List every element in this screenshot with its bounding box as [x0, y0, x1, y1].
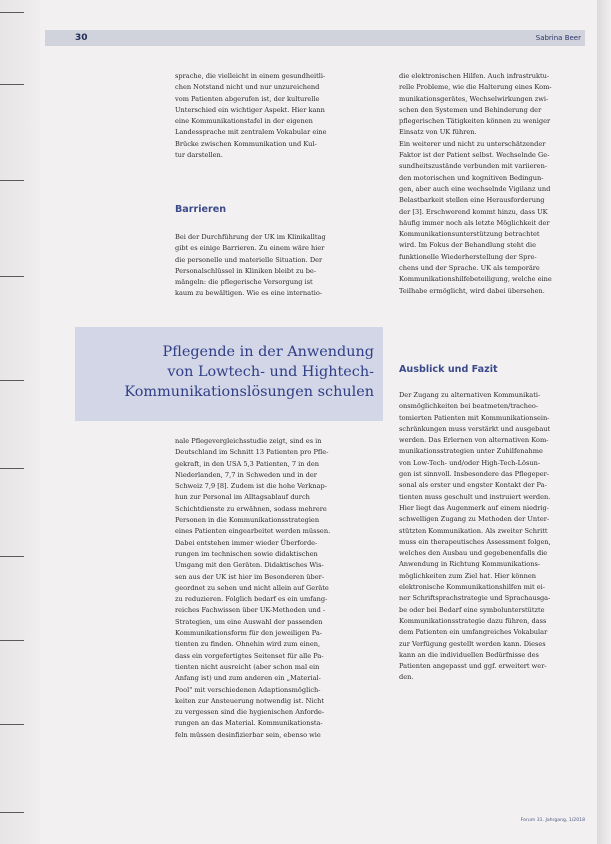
- text-line: Patienten angepasst und ggf. erweitert wer-: [399, 662, 547, 671]
- text-line: Kommunikationsform für den jeweiligen Pa-: [175, 629, 323, 638]
- text-line: Personen in die Kommunikationsstrategien: [175, 516, 320, 525]
- text-line: möglichkeiten zum Ziel hat. Hier können: [399, 571, 537, 580]
- text-line: schwelligen Zugang zu Methoden der Unter-: [399, 515, 550, 524]
- text-line: tienten nicht ausreicht (aber schon mal ein: [175, 662, 320, 671]
- text-line: ner Schriftsprachstrategie und Sprachausga-: [399, 594, 551, 603]
- text-line: keiten zur Ansteuerung notwendig ist. Nicht: [175, 696, 325, 705]
- text-line: feln müssen desinfizierbar sein, ebenso wie: [175, 730, 321, 739]
- pull-quote-line: Kommunikationslösungen schulen: [124, 384, 374, 400]
- left-column-bottom: [175, 436, 375, 741]
- text-line: Belastbarkeit stellen eine Herausforderung: [399, 196, 545, 205]
- text-line: gibt es einige Barrieren. Zu einem wäre hier: [175, 244, 325, 253]
- page-edge: [597, 0, 611, 844]
- text-line: dem Patienten ein umfangreiches Vokabular: [399, 628, 548, 637]
- text-line: welches den Ausbau und gegebenenfalls die: [399, 549, 548, 558]
- text-line: sen aus der UK ist hier im Besonderen über-: [175, 572, 325, 581]
- text-line: rungen an das Material. Kommunikationsta-: [175, 719, 323, 728]
- text-line: von Low-Tech- und/oder High-Tech-Lösun-: [399, 458, 541, 467]
- text-line: Teilhabe ermöglicht, wird dabei übersehen.: [399, 286, 545, 295]
- text-line: wird. Im Fokus der Behandlung steht die: [399, 241, 537, 250]
- text-line: elektronische Kommunikationshilfen mit ei-: [399, 583, 545, 592]
- left-margin-band: [0, 0, 40, 844]
- text-line: Kommunikationsunterstützung betrachtet: [399, 230, 540, 239]
- text-line: relle Probleme, wie die Halterung eines Kom-: [399, 83, 552, 92]
- running-head-author: Sabrina Beer: [535, 34, 581, 42]
- text-line: geordnet zu sehen und nicht allein auf Geräte: [175, 583, 329, 592]
- text-line: Ein weiterer und nicht zu unterschätzender: [399, 139, 546, 148]
- text-line: der [3]. Erschwerend kommt hinzu, dass UK: [399, 207, 548, 216]
- footer-journal: Forum 31. Jahrgang, 1/2018: [520, 818, 585, 823]
- pull-quote-line: von Lowtech- und Hightech-: [167, 364, 374, 380]
- text-line: häufig immer noch als letzte Möglichkeit der: [399, 218, 550, 227]
- text-line: sonal als erster und engster Kontakt der Pa-: [399, 481, 547, 490]
- text-line: Niederlanden, 7,7 in Schweden und in der: [175, 470, 317, 479]
- text-line: Pool" mit verschiedenen Adaptionsmöglich-: [175, 685, 321, 694]
- text-line: Der Zugang zu alternativen Kommunikati-: [399, 391, 541, 399]
- header-bar: [45, 30, 585, 46]
- text-line: tur darstellen.: [175, 151, 223, 160]
- text-line: Schweiz 7,9 [8]. Zudem ist die hohe Verknap-: [175, 482, 327, 491]
- text-line: pflegerischen Tätigkeiten können zu weniger: [399, 117, 551, 126]
- barrieren-paragraph: [175, 232, 375, 300]
- right-column-top: [399, 71, 585, 297]
- pull-quote-line: Pflegende in der Anwendung: [162, 344, 374, 360]
- text-line: rungen im technischen sowie didaktischen: [175, 549, 318, 558]
- section-heading-barrieren: Barrieren: [175, 204, 227, 215]
- text-line: Brücke zwischen Kommunikation und Kul-: [175, 139, 317, 148]
- text-line: zu vergessen sind die hygienischen Anforde-: [175, 708, 325, 717]
- text-line: Strategien, um eine Auswahl der passenden: [175, 617, 323, 626]
- text-line: Anfang ist) und zum anderen ein „Material-: [175, 674, 321, 683]
- text-line: den motorischen und kognitiven Bedingun-: [399, 173, 544, 182]
- text-line: tomierten Patienten mit Kommunikationsein-: [399, 413, 550, 422]
- text-line: kaum zu bewältigen. Wie es eine internatio-: [175, 289, 323, 298]
- text-line: kann an die individuellen Bedürfnisse des: [399, 650, 539, 659]
- text-line: Dabei entstehen immer wieder Überforde-: [175, 538, 318, 547]
- text-line: be oder bei Bedarf eine symbolunterstützte: [399, 605, 545, 614]
- left-column-top: [175, 71, 375, 161]
- text-line: Einsatz von UK führen.: [399, 128, 477, 137]
- text-line: vom Patienten abgerufen ist, der kulturelle: [175, 94, 320, 103]
- page-number: 30: [75, 33, 88, 43]
- text-line: gen ist sinnvoll. Insbesondere das Pflegeper-: [399, 470, 550, 479]
- text-line: stützten Kommunikation. Als zweiter Schritt: [399, 526, 548, 535]
- text-line: Umgang mit den Geräten. Didaktisches Wis-: [175, 561, 324, 570]
- text-line: werden. Das Erlernen von alternativen Kom-: [399, 436, 549, 445]
- text-line: Kommunikationshilfebeteiligung, welche eine: [399, 275, 552, 284]
- text-line: Kommunikationsstrategie dazu führen, dass: [399, 616, 547, 625]
- text-line: mängeln: die pflegerische Versorgung ist: [175, 278, 313, 287]
- text-line: chens und der Sprache. UK als temporäre: [399, 264, 540, 273]
- text-line: die personelle und materielle Situation. Der: [175, 255, 323, 264]
- text-line: Anwendung in Richtung Kommunikations-: [399, 560, 541, 569]
- text-line: Schichtdienste zu erwähnen, sodass mehrere: [175, 504, 327, 513]
- text-line: Hier liegt das Augenmerk auf einem niedrig-: [399, 503, 549, 512]
- text-line: tienten zu finden. Ohnehin wird zum einen,: [175, 640, 321, 649]
- text-line: Unterschied ein wichtiger Aspekt. Hier kann: [175, 105, 325, 114]
- ausblick-paragraph: [399, 390, 585, 684]
- text-line: Personalschlüssel in Kliniken bleibt zu be-: [175, 266, 317, 275]
- text-line: funktionelle Wiederherstellung der Spre-: [399, 252, 537, 261]
- text-line: chen Notstand nicht und nur unzureichend: [175, 83, 320, 92]
- text-line: nale Pflegevergleichsstudie zeigt, sind es in: [175, 437, 322, 445]
- text-line: zu reduzieren. Folglich bedarf es ein umfang-: [175, 595, 328, 604]
- text-line: hun zur Personal im Alltagsablauf durch: [175, 493, 310, 502]
- text-line: Bei der Durchführung der UK im Klinikalltag: [175, 233, 326, 241]
- text-line: sundheitszustände verbunden mit variieren-: [399, 162, 548, 171]
- text-line: eine Kommunikationstafel in der eigenen: [175, 117, 313, 126]
- text-line: sprache, die vielleicht in einem gesundheitli-: [175, 72, 326, 80]
- text-line: tienten muss geschult und instruiert werden.: [399, 492, 551, 501]
- text-line: munikationsgerätes, Wechselwirkungen zwi-: [399, 94, 549, 103]
- text-line: reiches Fachwissen über UK-Methoden und -: [175, 606, 326, 615]
- text-line: zur Verfügung gestellt werden kann. Dieses: [399, 639, 546, 648]
- text-line: Deutschland im Schnitt 13 Patienten pro Pfle-: [175, 448, 329, 457]
- text-line: schen den Systemen und Behinderung der: [399, 105, 542, 114]
- pull-quote: [75, 342, 374, 402]
- section-heading-ausblick: Ausblick und Fazit: [399, 364, 498, 375]
- text-line: schränkungen muss verstärkt und ausgebaut: [399, 424, 551, 433]
- text-line: munikationsstrategien unter Zuhilfenahme: [399, 447, 543, 456]
- text-line: Faktor ist der Patient selbst. Wechselnde Ge-: [399, 151, 550, 160]
- text-line: eines Patienten eingearbeitet werden müssen.: [175, 527, 331, 536]
- text-line: dass ein vorgefertigtes Seitenset für alle Pa-: [175, 651, 324, 660]
- text-line: gekraft, in den USA 5,3 Patienten, 7 in den: [175, 459, 319, 468]
- text-line: onsmöglichkeiten bei beatmeten/tracheo-: [399, 402, 539, 411]
- text-line: gen, aber auch eine wechselnde Vigilanz und: [399, 184, 551, 193]
- text-line: den.: [399, 673, 414, 682]
- text-line: muss ein therapeutisches Assessment folgen,: [399, 537, 551, 546]
- text-line: die elektronischen Hilfen. Auch infrastruktu-: [399, 72, 550, 80]
- text-line: Landessprache mit zentralem Vokabular eine: [175, 128, 327, 137]
